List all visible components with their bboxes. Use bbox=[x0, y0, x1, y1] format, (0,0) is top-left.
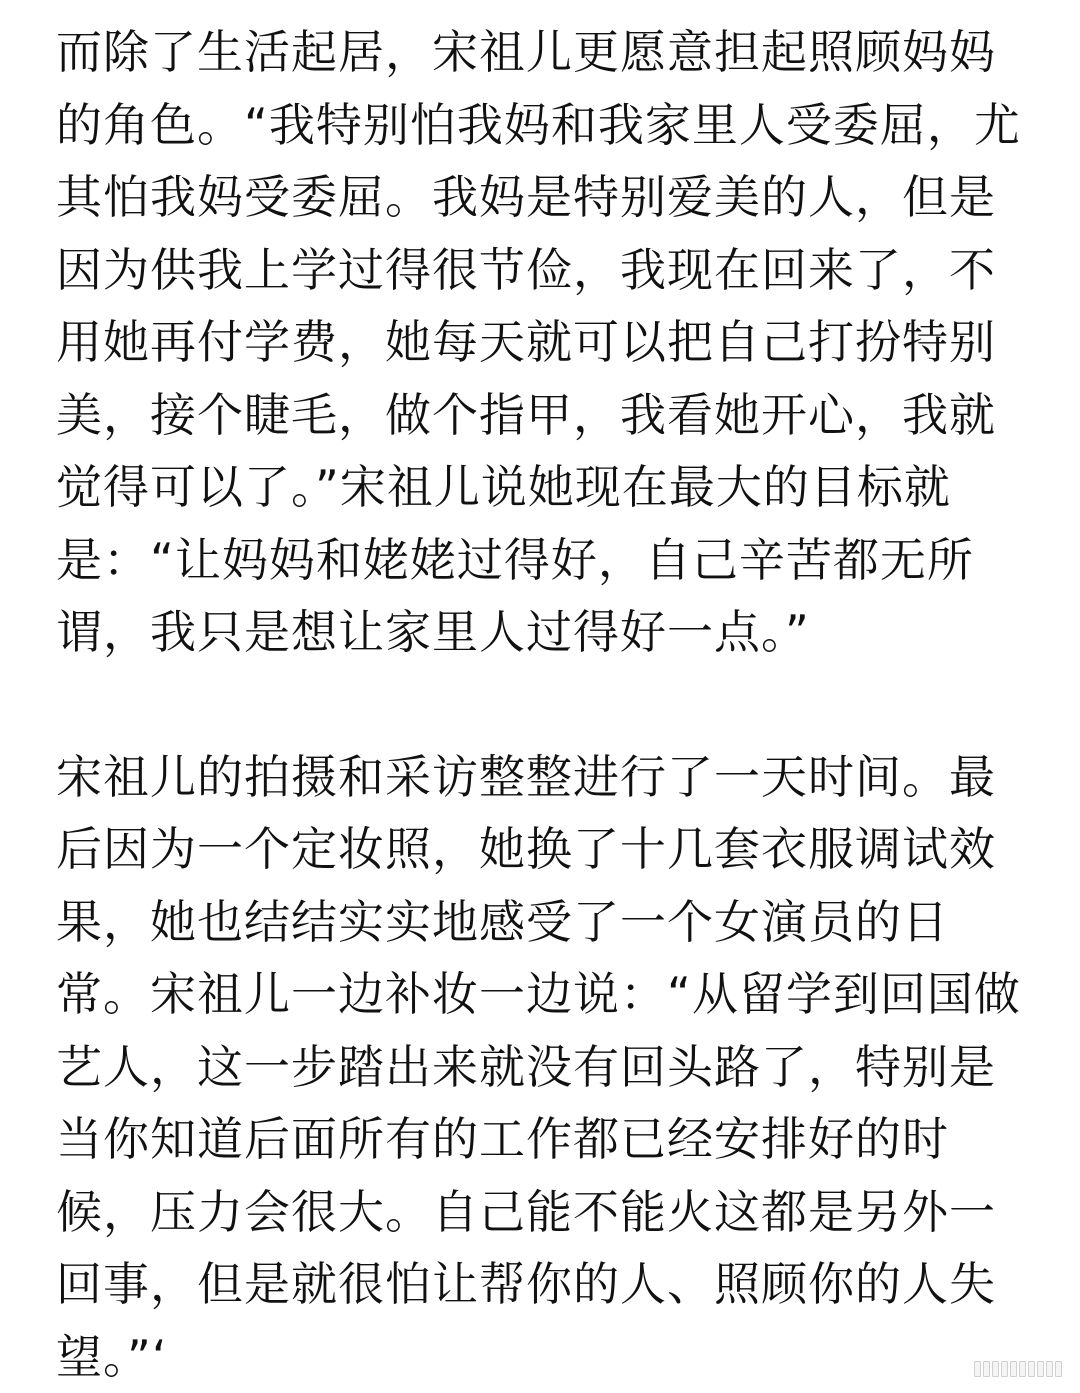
text-line: 候，压力会很大。自己能不能火这都是另外一 bbox=[56, 1176, 1036, 1249]
watermark-glyph bbox=[1028, 1361, 1035, 1377]
text-line: 的角色。“我特别怕我妈和我家里人受委屈，尤 bbox=[56, 89, 1036, 162]
watermark-glyph bbox=[992, 1361, 999, 1377]
text-line: 艺人，这一步踏出来就没有回头路了，特别是 bbox=[56, 1031, 1036, 1104]
text-line: 当你知道后面所有的工作都已经安排好的时 bbox=[56, 1103, 1036, 1176]
text-line: 果，她也结结实实地感受了一个女演员的日 bbox=[56, 886, 1036, 959]
watermark-glyph bbox=[1055, 1361, 1062, 1377]
text-line: 常。宋祖儿一边补妆一边说：“从留学到回国做 bbox=[56, 958, 1036, 1031]
paragraph-gap bbox=[56, 669, 1036, 741]
article-body bbox=[56, 16, 1036, 1393]
watermark-glyph bbox=[1037, 1361, 1044, 1377]
text-line: 望。”‘ bbox=[56, 1321, 1036, 1393]
text-line: 宋祖儿的拍摄和采访整整进行了一天时间。最 bbox=[56, 741, 1036, 814]
text-line: 而除了生活起居，宋祖儿更愿意担起照顾妈妈 bbox=[56, 16, 1036, 89]
watermark-glyph bbox=[1001, 1361, 1008, 1377]
watermark-logo bbox=[974, 1359, 1070, 1379]
text-line: 回事，但是就很怕让帮你的人、照顾你的人失 bbox=[56, 1248, 1036, 1321]
watermark-glyph bbox=[983, 1361, 990, 1377]
text-line: 后因为一个定妆照，她换了十几套衣服调试效 bbox=[56, 813, 1036, 886]
text-line: 其怕我妈受委屈。我妈是特别爱美的人，但是 bbox=[56, 161, 1036, 234]
text-line: 用她再付学费，她每天就可以把自己打扮特别 bbox=[56, 306, 1036, 379]
text-line: 是：“让妈妈和姥姥过得好，自己辛苦都无所 bbox=[56, 524, 1036, 597]
paragraph-2 bbox=[56, 741, 1036, 1393]
paragraph-1 bbox=[56, 16, 1036, 669]
watermark-glyph bbox=[1046, 1361, 1053, 1377]
text-line: 美，接个睫毛，做个指甲，我看她开心，我就 bbox=[56, 379, 1036, 452]
watermark-glyph bbox=[974, 1361, 981, 1377]
text-line: 因为供我上学过得很节俭，我现在回来了，不 bbox=[56, 234, 1036, 307]
watermark-glyph bbox=[1010, 1361, 1017, 1377]
text-line: 觉得可以了。”宋祖儿说她现在最大的目标就 bbox=[56, 451, 1036, 524]
text-line: 谓，我只是想让家里人过得好一点。” bbox=[56, 596, 1036, 669]
watermark-glyph bbox=[1019, 1361, 1026, 1377]
